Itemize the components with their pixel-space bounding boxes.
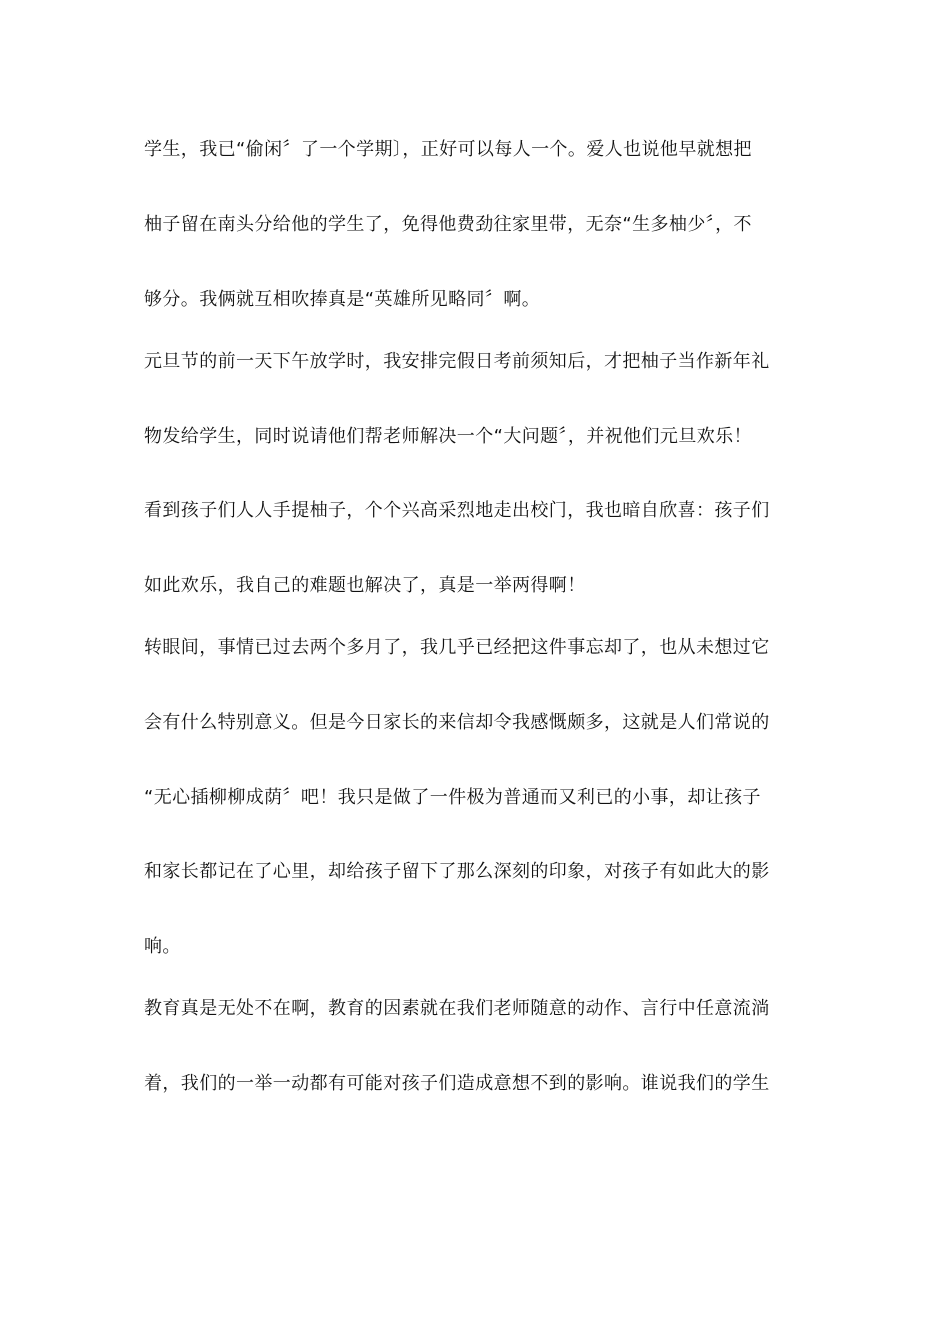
text-line: 元旦节的前一天下午放学时，我安排完假日考前须知后，才把柚子当作新年礼 <box>144 351 770 372</box>
text-line: 物发给学生，同时说请他们帮老师解决一个“大问题〞，并祝他们元旦欢乐！ <box>144 426 752 447</box>
text-line: 够分。我俩就互相吹捧真是“英雄所见略同〞啊。 <box>144 289 541 310</box>
text-line: 柚子留在南头分给他的学生了，免得他费劲往家里带，无奈“生多柚少〞，不 <box>144 214 752 235</box>
text-line: 和家长都记在了心里，却给孩子留下了那么深刻的印象，对孩子有如此大的影 <box>144 861 770 882</box>
text-line: 会有什么特别意义。但是今日家长的来信却令我感慨颇多，这就是人们常说的 <box>144 712 770 733</box>
text-line: 学生，我已“偷闲〞了一个学期〕，正好可以每人一个。爱人也说他早就想把 <box>144 139 752 160</box>
text-line: 看到孩子们人人手提柚子，个个兴高采烈地走出校门，我也暗自欣喜：孩子们 <box>144 500 770 521</box>
text-line: 着，我们的一举一动都有可能对孩子们造成意想不到的影响。谁说我们的学生 <box>144 1073 770 1094</box>
text-line: 转眼间，事情已过去两个多月了，我几乎已经把这件事忘却了，也从未想过它 <box>144 637 770 658</box>
text-line: “无心插柳柳成荫〞吧！我只是做了一件极为普通而又利已的小事，却让孩子 <box>144 787 761 808</box>
text-line: 教育真是无处不在啊，教育的因素就在我们老师随意的动作、言行中任意流淌 <box>144 998 770 1019</box>
text-line: 响。 <box>144 936 181 957</box>
text-line: 如此欢乐，我自己的难题也解决了，真是一举两得啊！ <box>144 575 586 596</box>
